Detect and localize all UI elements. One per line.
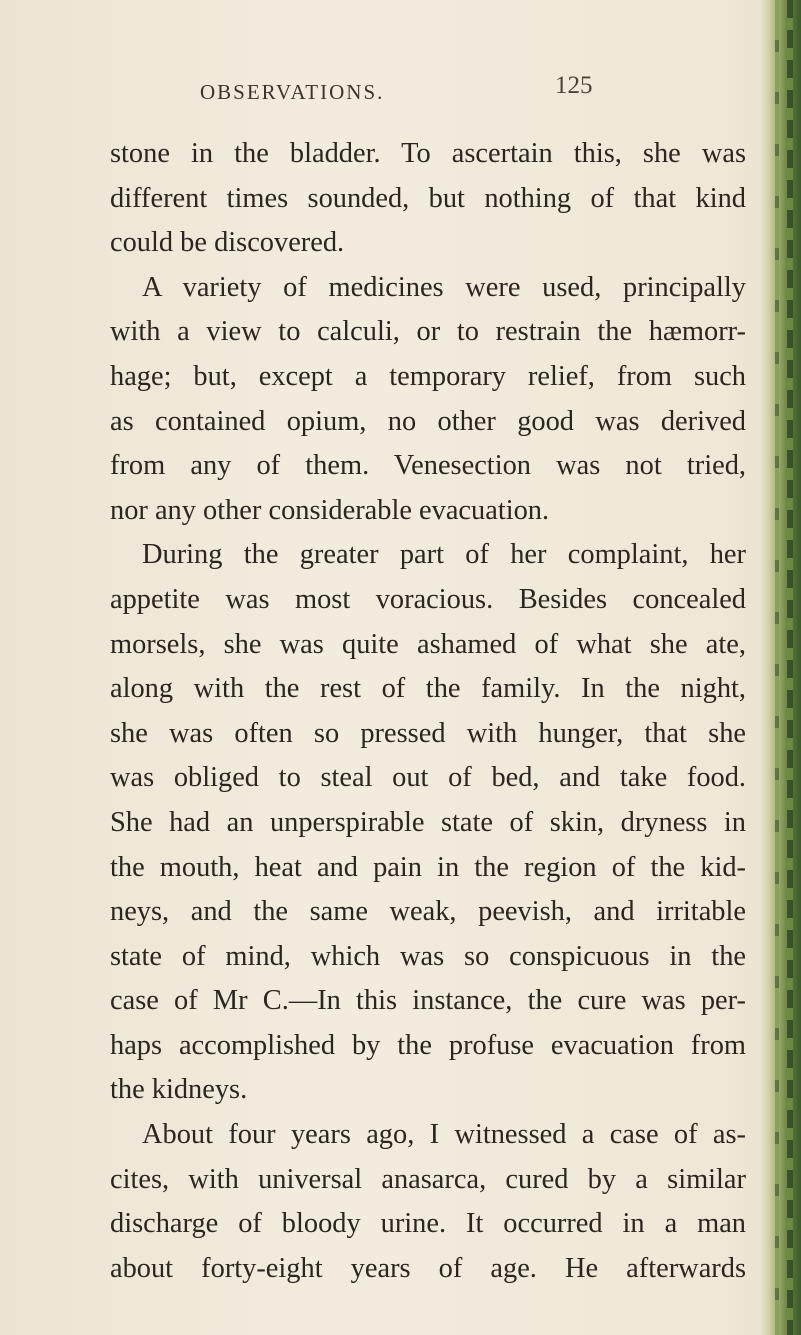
text-line: as contained opium, no other good was derived bbox=[110, 405, 746, 437]
text-line: stone in the bladder. To ascertain this, she was bbox=[110, 138, 746, 169]
text-line: She had an unperspirable state of skin, dryness in bbox=[110, 806, 746, 838]
text-line: nor any other considerable evacuation. bbox=[110, 494, 550, 526]
binding-stripe bbox=[787, 0, 793, 1335]
text-line: discharge of bloody urine. It occurred in a man bbox=[110, 1208, 746, 1240]
text-line: different times sounded, but nothing of that kind bbox=[110, 182, 746, 214]
running-head bbox=[200, 72, 620, 112]
text-line: A variety of medicines were used, principally bbox=[142, 271, 746, 303]
body-text bbox=[110, 132, 746, 1291]
book-binding-edge bbox=[761, 0, 801, 1335]
text-line: neys, and the same weak, peevish, and irritable bbox=[110, 896, 746, 928]
running-title: OBSERVATIONS. bbox=[200, 80, 385, 104]
text-line: case of Mr C.—In this instance, the cure was per- bbox=[110, 985, 746, 1017]
text-line: could be discovered. bbox=[110, 227, 345, 259]
text-line: about forty-eight years of age. He afterwards bbox=[110, 1252, 746, 1284]
text-line: she was often so pressed with hunger, that she bbox=[110, 717, 746, 749]
text-line: was obliged to steal out of bed, and take food. bbox=[110, 762, 746, 794]
text-line: with a view to calculi, or to restrain the hæmorr- bbox=[110, 316, 746, 348]
binding-stripe bbox=[775, 0, 779, 1335]
text-line: morsels, she was quite ashamed of what she ate, bbox=[110, 628, 746, 660]
text-line: haps accomplished by the profuse evacuation from bbox=[110, 1029, 746, 1061]
text-line: cites, with universal anasarca, cured by a similar bbox=[110, 1163, 746, 1195]
text-line: the mouth, heat and pain in the region of the kid- bbox=[110, 851, 746, 883]
text-line: state of mind, which was so conspicuous in the bbox=[110, 940, 746, 972]
text-line: appetite was most voracious. Besides concealed bbox=[110, 583, 746, 615]
text-line: hage; but, except a temporary relief, from such bbox=[110, 360, 746, 392]
text-line: from any of them. Venesection was not tried, bbox=[110, 450, 746, 482]
text-line: along with the rest of the family. In the night, bbox=[110, 673, 746, 705]
text-line: the kidneys. bbox=[110, 1074, 248, 1106]
text-line: During the greater part of her complaint, her bbox=[142, 539, 746, 571]
page-number: 125 bbox=[555, 72, 593, 99]
text-line: About four years ago, I witnessed a case of as- bbox=[142, 1119, 746, 1151]
